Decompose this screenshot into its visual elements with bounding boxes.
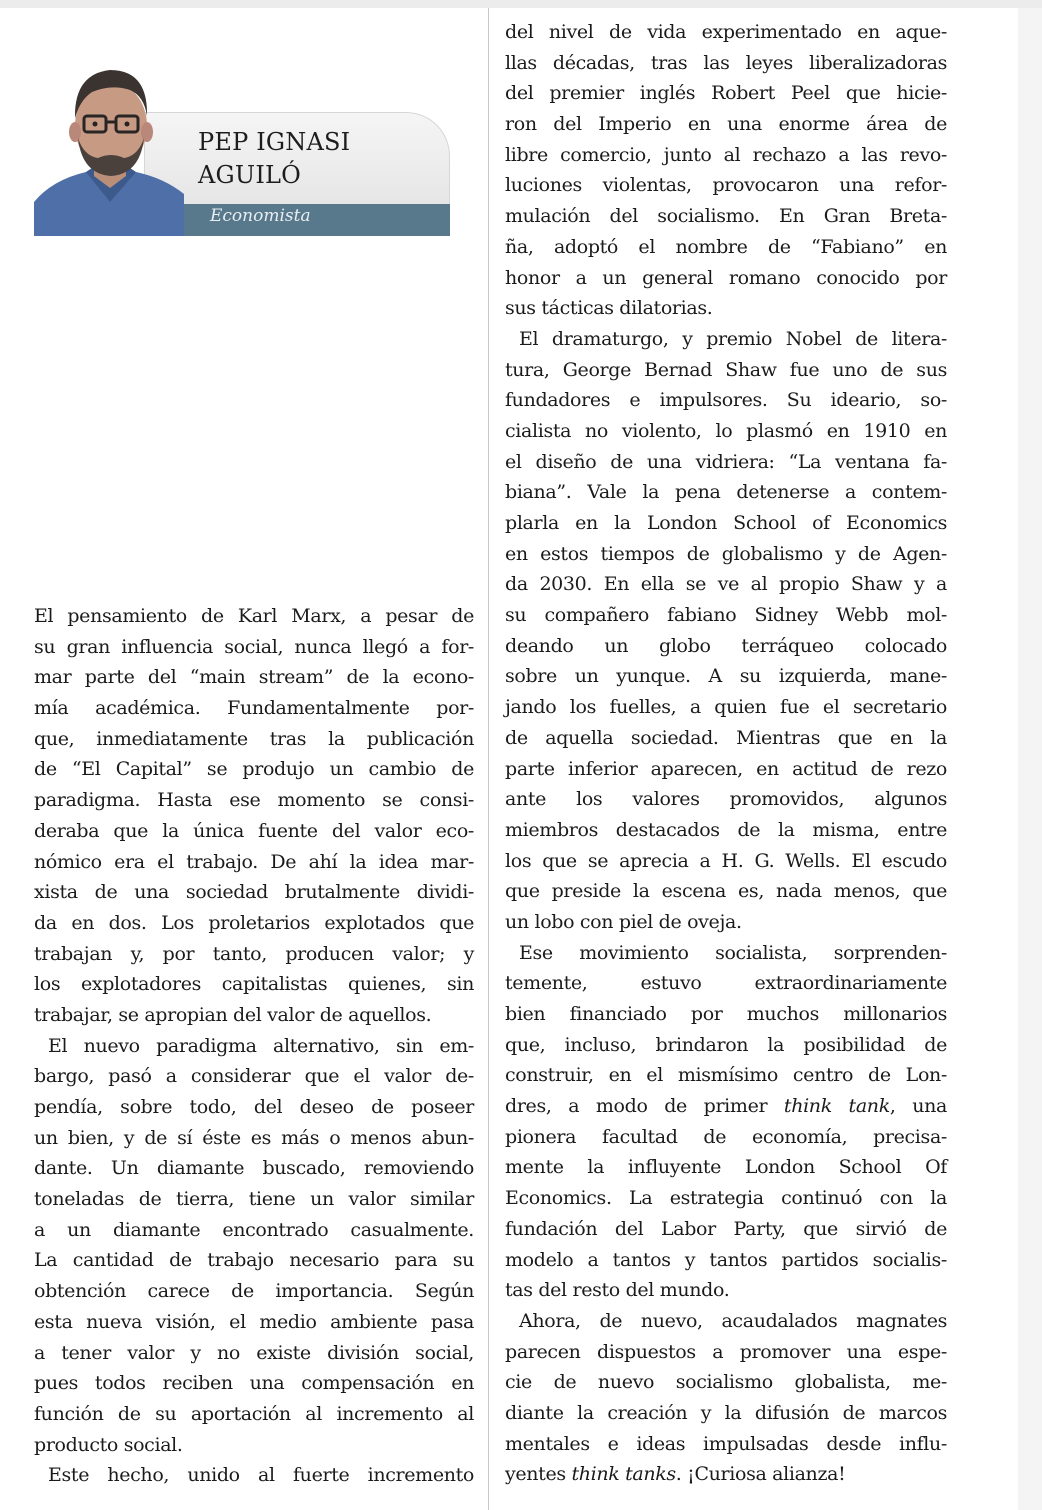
article-text-line: jando los fuelles, a quien fue el secretario: [505, 696, 947, 719]
article-text-line: toneladas de tierra, tiene un valor similar: [34, 1188, 474, 1211]
article-text-line: fundadores e impulsores. Su ideario, so-: [505, 389, 947, 412]
article-text-line: Ahora, de nuevo, acaudalados magnates: [519, 1309, 947, 1332]
article-text-line: de aquella sociedad. Mientras que en la: [505, 726, 947, 749]
article-text-line: Ese movimiento socialista, sorprenden-: [519, 941, 947, 964]
author-name: [198, 126, 350, 192]
article-text-line: de “El Capital” se produjo un cambio de: [34, 758, 474, 781]
article-text-line: mía académica. Fundamentalmente por-: [34, 697, 474, 720]
article-text-line: el diseño de una vidriera: “La ventana fa-: [505, 450, 947, 473]
article-text-line: los que se aprecia a H. G. Wells. El escudo: [505, 849, 947, 872]
article-text-line: a un diamante encontrado casualmente.: [34, 1218, 474, 1241]
article-text-line: La cantidad de trabajo necesario para su: [34, 1249, 474, 1272]
article-column-left: [34, 601, 474, 1491]
article-text-line: miembros destacados de la misma, entre: [505, 818, 947, 841]
article-text-line: a tener valor y no existe división social,: [34, 1341, 474, 1364]
author-name-line2: AGUILÓ: [198, 161, 302, 189]
article-text-line: del nivel de vida experimentado en aque-: [505, 21, 947, 43]
article-text-line: da en dos. Los proletarios explotados que: [34, 911, 474, 934]
article-text-line: que, inmediatamente tras la publicación: [34, 727, 474, 750]
article-text-line: los explotadores capitalistas quienes, sin: [34, 973, 474, 996]
article-text-line: sobre un yunque. A su izquierda, mane-: [505, 665, 947, 688]
article-text-line: un bien, y de sí éste es más o menos abun-: [34, 1126, 474, 1149]
article-text-line: llas décadas, tras las leyes liberalizadoras: [505, 51, 947, 74]
article-text-line: biana”. Vale la pena detenerse a contem-: [505, 481, 947, 504]
author-name-line1: PEP IGNASI: [198, 128, 351, 156]
article-text-line: ante los valores promovidos, algunos: [505, 788, 947, 811]
article-text-line: función de su aportación al incremento al: [34, 1402, 474, 1425]
article-text-line: luciones violentas, provocaron una refor-: [505, 174, 947, 197]
article-text-line: fundación del Labor Party, que sirvió de: [505, 1217, 947, 1240]
article-text-line: bien financiado por muchos millonarios: [505, 1003, 947, 1025]
page-margin: [1018, 8, 1042, 1510]
article-text-line: su gran influencia social, nunca llegó a for-: [34, 635, 474, 658]
article-text-line: plarla en la London School of Economics: [505, 512, 947, 534]
article-text-line: da 2030. En ella se ve al propio Shaw y a: [505, 573, 947, 596]
article-text-line: libre comercio, junto al rechazo a las revo-: [505, 143, 947, 166]
article-text-line: un lobo con piel de oveja.: [505, 910, 742, 933]
article-text-line: en estos tiempos de globalismo y de Agen-: [505, 542, 947, 565]
article-text-line: paradigma. Hasta ese momento se consi-: [34, 789, 474, 812]
article-text-line: bargo, pasó a considerar que el valor de-: [34, 1065, 474, 1088]
author-portrait: [34, 52, 184, 236]
article-text-line: modelo a tantos y tantos partidos socialis-: [505, 1248, 947, 1271]
article-text-line: mente la influyente London School Of: [505, 1156, 947, 1179]
article-text-line: Este hecho, unido al fuerte incremento: [48, 1464, 474, 1487]
article-text-line: obtención carece de importancia. Según: [34, 1280, 474, 1303]
article-text-line: El pensamiento de Karl Marx, a pesar de: [34, 605, 474, 627]
article-text-line: que, incluso, brindaron la posibilidad de: [505, 1033, 947, 1056]
article-text-line: cialista no violento, lo plasmó en 1910 en: [505, 419, 947, 442]
column-divider: [488, 8, 489, 1510]
article-text-line: mar parte del “main stream” de la econo-: [34, 666, 474, 689]
article-text-line: Economics. La estrategia continuó con la: [505, 1187, 947, 1210]
article-text-line: deando un globo terráqueo colocado: [505, 634, 947, 657]
article-text-line: xista de una sociedad brutalmente dividi-: [34, 881, 474, 904]
author-role: Economista: [210, 206, 311, 226]
author-byline: [34, 52, 450, 236]
article-text-line: El dramaturgo, y premio Nobel de litera-: [519, 327, 947, 350]
article-text-line: nómico era el trabajo. De ahí la idea mar-: [34, 850, 474, 873]
article-text-line: su compañero fabiano Sidney Webb mol-: [505, 604, 947, 627]
article-text-line: temente, estuvo extraordinariamente: [505, 972, 947, 995]
article-column-right: [505, 17, 947, 1490]
article-text-line: mulación del socialismo. En Gran Breta-: [505, 205, 947, 228]
article-text-line: sus tácticas dilatorias.: [505, 297, 713, 320]
article-text-line: mentales e ideas impulsadas desde influ-: [505, 1432, 947, 1455]
article-text-line: ron del Imperio en una enorme área de: [505, 113, 947, 136]
article-text-line: trabajar, se apropian del valor de aquellos.: [34, 1003, 432, 1026]
article-text-line: tura, George Bernad Shaw fue uno de sus: [505, 358, 947, 381]
article-text-line: construir, en el mismísimo centro de Lon-: [505, 1064, 947, 1087]
article-text-line: pendía, sobre todo, del deseo de poseer: [34, 1096, 474, 1118]
article-text-line: honor a un general romano conocido por: [505, 266, 947, 289]
article-text-line: pionera facultad de economía, precisa-: [505, 1125, 947, 1148]
article-text-line: producto social.: [34, 1433, 183, 1456]
article-text-line: deraba que la única fuente del valor eco-: [34, 819, 474, 842]
article-text-line: que preside la escena es, nada menos, que: [505, 880, 947, 903]
article-text-line: parte inferior aparecen, en actitud de rezo: [505, 757, 947, 780]
article-text-line: del premier inglés Robert Peel que hicie-: [505, 82, 947, 105]
top-bar: [0, 0, 1042, 8]
article-text-line: tas del resto del mundo.: [505, 1279, 730, 1302]
article-text-line: cie de nuevo socialismo globalista, me-: [505, 1371, 947, 1394]
article-text-line: pues todos reciben una compensación en: [34, 1372, 474, 1395]
article-text-line: parecen dispuestos a promover una espe-: [505, 1340, 947, 1363]
article-text-line: esta nueva visión, el medio ambiente pasa: [34, 1310, 474, 1333]
article-text-line: diante la creación y la difusión de marcos: [505, 1401, 947, 1424]
article-text-line: dres, a modo de primer think tank, una: [505, 1095, 948, 1118]
article-text-line: yentes think tanks. ¡Curiosa alianza!: [505, 1463, 846, 1486]
article-text-line: dante. Un diamante buscado, removiendo: [34, 1157, 474, 1180]
article-text-line: El nuevo paradigma alternativo, sin em-: [48, 1034, 474, 1057]
article-text-line: ña, adoptó el nombre de “Fabiano” en: [505, 235, 947, 258]
article-text-line: trabajan y, por tanto, producen valor; y: [34, 942, 474, 965]
